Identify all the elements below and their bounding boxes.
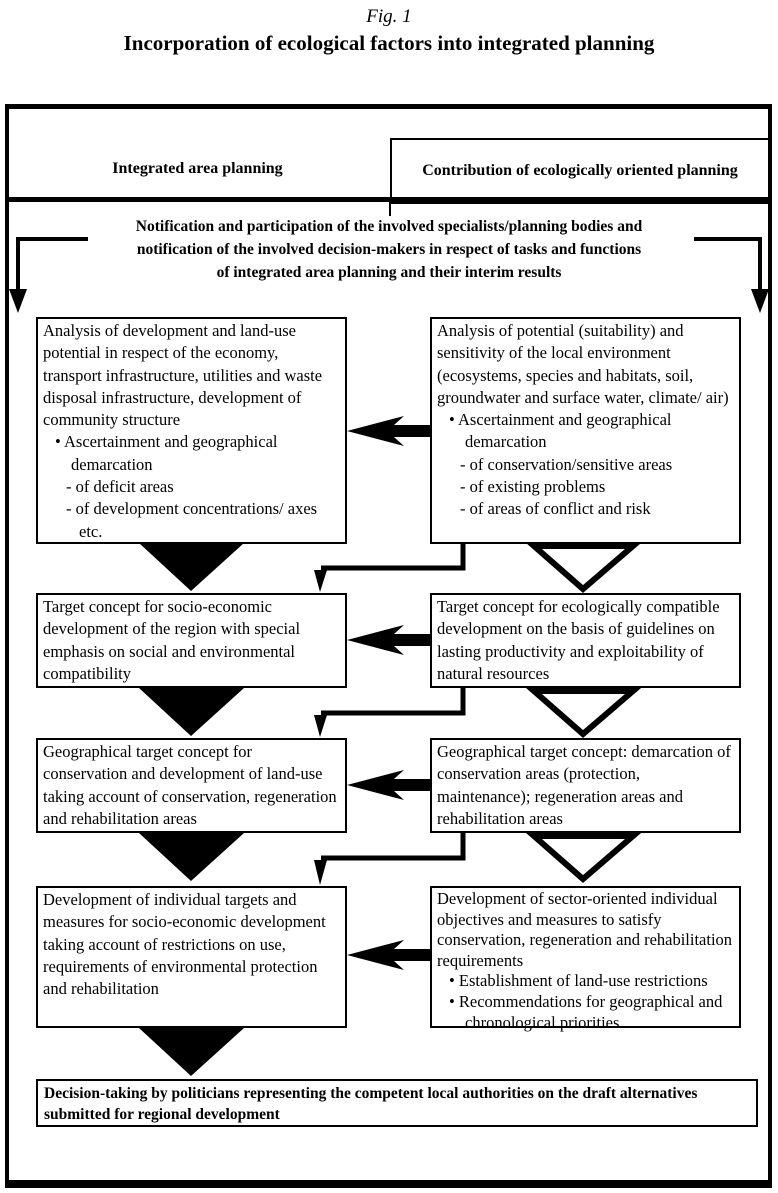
bullet-item: • Recommendations for geographical and chronological priorities <box>437 992 734 1033</box>
box-left-individual-targets <box>36 886 347 1028</box>
bullet-item: • Ascertainment and geographical demarcation <box>437 409 734 454</box>
notification-statement <box>60 215 718 284</box>
box-text: Geographical target concept: demarcation of conservation areas (protection, maintenance); regeneration areas and rehabilitation areas <box>437 742 731 828</box>
bullet-item: • Ascertainment and geographical demarcation <box>43 431 340 476</box>
dash-item: - of areas of conflict and risk <box>437 498 734 520</box>
column-header-ecological-planning: Contribution of ecologically oriented planning <box>390 138 770 204</box>
dash-item: - of deficit areas <box>43 476 340 498</box>
box-text: Development of sector-oriented individual objectives and measures to satisfy conservation, regeneration and rehabilitation requirements <box>437 889 733 970</box>
box-text: Decision-taking by politicians representing the competent local authorities on the draft alternatives submitted for regional development <box>44 1085 698 1123</box>
box-right-analysis <box>430 317 741 544</box>
box-text: Geographical target concept for conservation and development of land-use taking account of conservation, regeneration and rehabilitation areas <box>43 742 337 828</box>
box-left-target-concept <box>36 593 347 688</box>
box-right-target-concept <box>430 593 741 688</box>
notification-line-3: of integrated area planning and their interim results <box>216 264 562 281</box>
box-left-analysis <box>36 317 347 544</box>
box-right-geographical-concept <box>430 738 741 833</box>
box-text: Target concept for ecologically compatible development on the basis of guidelines on lasting productivity and exploitability of natural resources <box>437 597 720 683</box>
bullet-item: • Establishment of land-use restrictions <box>437 971 734 992</box>
box-left-geographical-concept <box>36 738 347 833</box>
box-text: Analysis of potential (suitability) and sensitivity of the local environment (ecosystems, species and habitats, soil, groundwater and surface water, climate/ air) <box>437 321 729 407</box>
box-text: Target concept for socio-economic development of the region with special emphasis on social and environmental compatibility <box>43 597 301 683</box>
dash-item: - of conservation/sensitive areas <box>437 454 734 476</box>
notification-line-2: notification of the involved decision-makers in respect of tasks and functions <box>136 241 642 258</box>
dash-item: - of development concentrations/ axes etc. <box>43 498 340 543</box>
figure-label: Fig. 1 <box>366 6 412 27</box>
figure-title: Incorporation of ecological factors into integrated planning <box>123 31 655 55</box>
box-right-sector-objectives <box>430 886 741 1032</box>
box-decision-taking <box>36 1079 758 1127</box>
notification-line-1: Notification and participation of the involved specialists/planning bodies and <box>135 218 643 235</box>
box-text: Analysis of development and land-use potential in respect of the economy, transport infrastructure, utilities and waste disposal infrastructure, development of community structure <box>43 321 323 430</box>
column-header-integrated-planning: Integrated area planning <box>112 160 283 177</box>
dash-item: - of existing problems <box>437 476 734 498</box>
box-text: Development of individual targets and measures for socio-economic development taking account of restrictions on use, requirements of environmental protection and rehabilitation <box>43 890 326 999</box>
